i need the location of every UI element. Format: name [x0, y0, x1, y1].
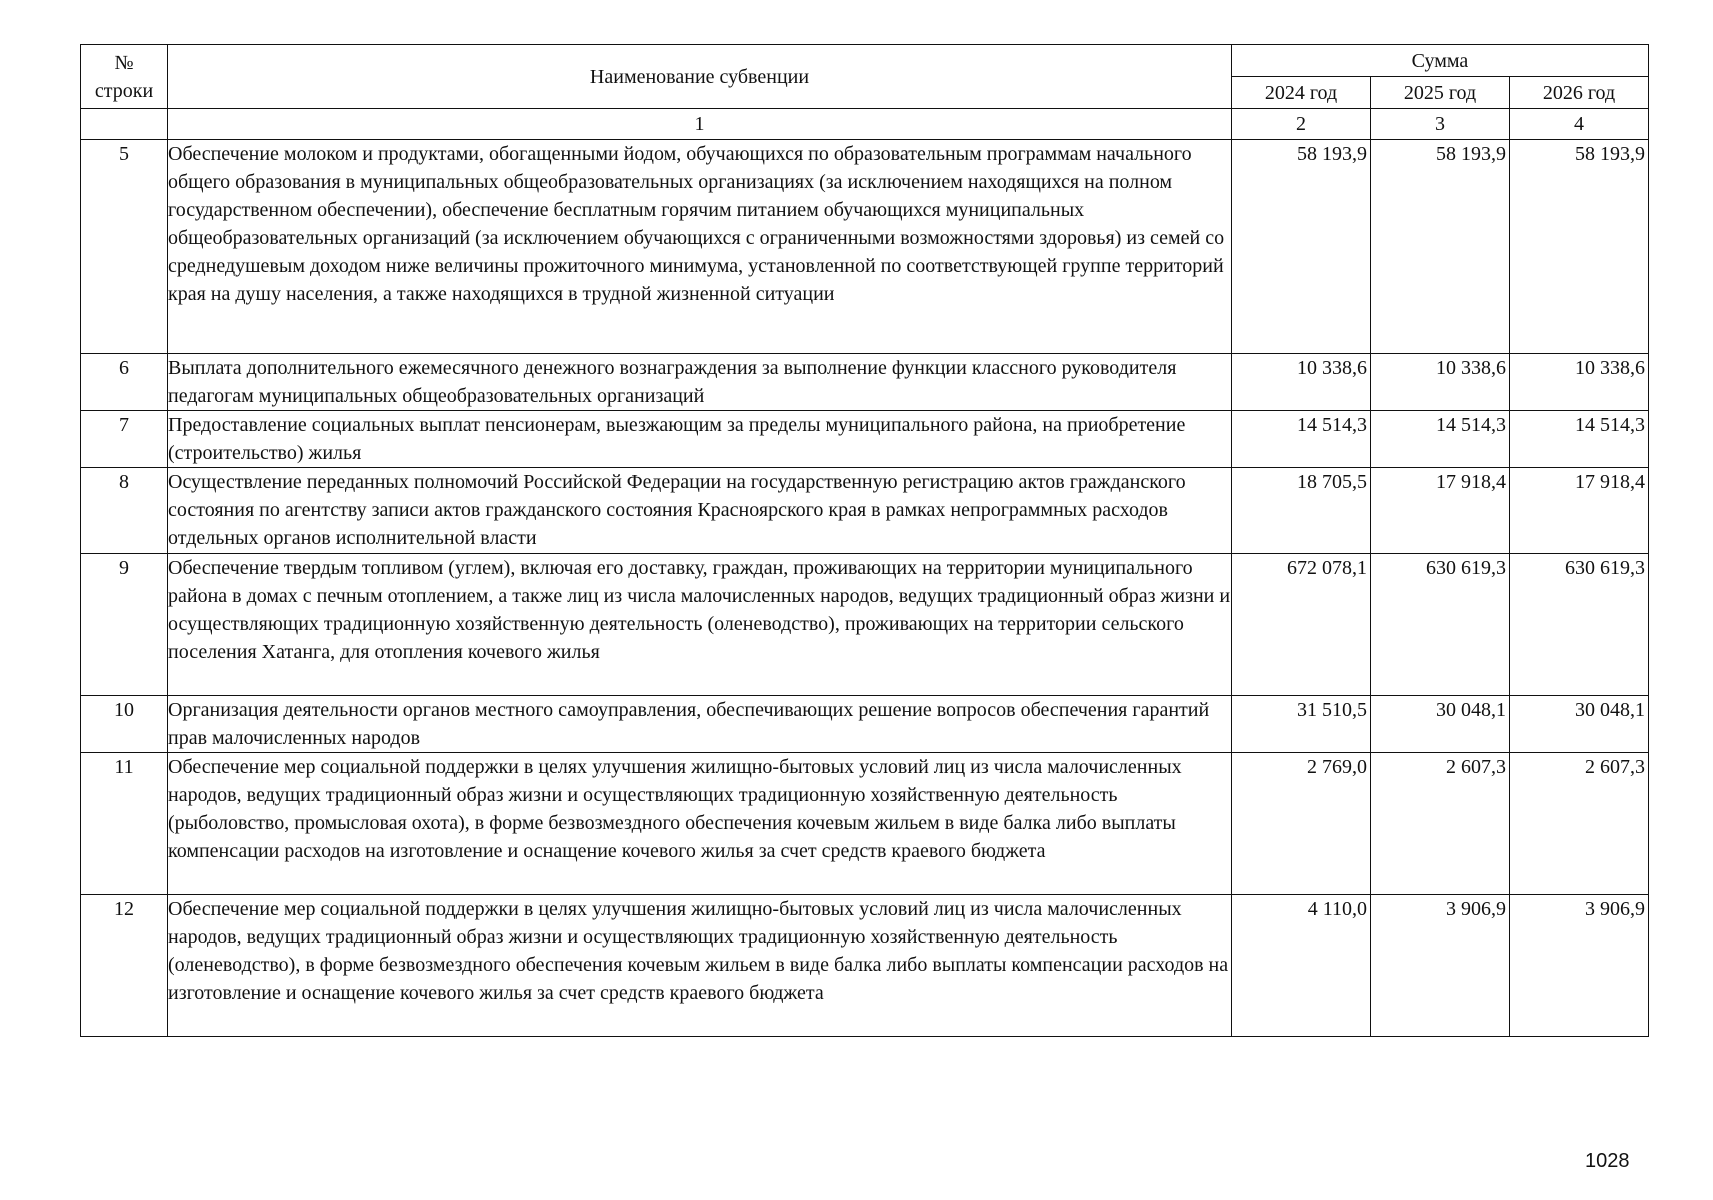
- table-row: [81, 696, 1649, 753]
- subvention-name: Обеспечение молоком и продуктами, обогащенными йодом, обучающихся по образовательным программам начального общего образования в муниципальных общеобразовательных организациях (за исключением находящихся на полном государственном обеспечении), обеспечение бесплатным горячим питанием обучающихся муниципальных общеобразовательных организаций (за исключением обучающихся с ограниченными возможностями здоровья) из семей со среднедушевым доходом ниже величины прожиточного минимума, установленной по соответствующей группе территорий края на душу населения, а также находящихся в трудной жизненной ситуации: [168, 140, 1232, 354]
- amount-2025: 10 338,6: [1371, 354, 1510, 411]
- subvention-name: Обеспечение мер социальной поддержки в целях улучшения жилищно-бытовых условий лиц из числа малочисленных народов, ведущих традиционный образ жизни и осуществляющих традиционную хозяйственную деятельность (оленеводство), в форме безвозмездного обеспечения кочевым жильем в виде балка либо выплаты компенсации расходов на изготовление и оснащение кочевого жилья за счет средств краевого бюджета: [168, 895, 1232, 1037]
- page-number: 1028: [1585, 1150, 1630, 1172]
- row-number: 11: [81, 753, 168, 895]
- amount-2026: 30 048,1: [1510, 696, 1649, 753]
- subvention-name: Обеспечение твердым топливом (углем), включая его доставку, граждан, проживающих на территории муниципального района в домах с печным отоплением, а также лиц из числа малочисленных народов, ведущих традиционный образ жизни и осуществляющих традиционную хозяйственную деятельность (оленеводство), проживающих на территории сельского поселения Хатанга, для отопления кочевого жилья: [168, 554, 1232, 696]
- amount-2024: 14 514,3: [1232, 411, 1371, 468]
- table-body: [81, 45, 1649, 1037]
- amount-2024: 4 110,0: [1232, 895, 1371, 1037]
- amount-2025: 3 906,9: [1371, 895, 1510, 1037]
- amount-2026: 3 906,9: [1510, 895, 1649, 1037]
- table-row: [81, 411, 1649, 468]
- table-row: [81, 140, 1649, 354]
- amount-2025: 17 918,4: [1371, 468, 1510, 554]
- header-year-2026: 2026 год: [1510, 77, 1649, 109]
- amount-2025: 2 607,3: [1371, 753, 1510, 895]
- amount-2024: 58 193,9: [1232, 140, 1371, 354]
- amount-2026: 58 193,9: [1510, 140, 1649, 354]
- amount-2024: 672 078,1: [1232, 554, 1371, 696]
- amount-2024: 10 338,6: [1232, 354, 1371, 411]
- amount-2025: 58 193,9: [1371, 140, 1510, 354]
- amount-2024: 2 769,0: [1232, 753, 1371, 895]
- row-number: 5: [81, 140, 168, 354]
- column-number: 4: [1510, 109, 1649, 140]
- row-number: 12: [81, 895, 168, 1037]
- amount-2024: 31 510,5: [1232, 696, 1371, 753]
- table-row: [81, 468, 1649, 554]
- amount-2026: 630 619,3: [1510, 554, 1649, 696]
- subvention-name: Выплата дополнительного ежемесячного денежного вознаграждения за выполнение функции классного руководителя педагогам муниципальных общеобразовательных организаций: [168, 354, 1232, 411]
- amount-2026: 2 607,3: [1510, 753, 1649, 895]
- row-number: 10: [81, 696, 168, 753]
- amount-2024: 18 705,5: [1232, 468, 1371, 554]
- header-row-number: № строки: [81, 45, 168, 109]
- table-row: [81, 895, 1649, 1037]
- header-row: [81, 45, 1649, 77]
- row-number: 9: [81, 554, 168, 696]
- table-row: [81, 753, 1649, 895]
- subvention-name: Предоставление социальных выплат пенсионерам, выезжающим за пределы муниципального района, на приобретение (строительство) жилья: [168, 411, 1232, 468]
- amount-2026: 17 918,4: [1510, 468, 1649, 554]
- column-numbers-row: [81, 109, 1649, 140]
- row-number: 7: [81, 411, 168, 468]
- amount-2026: 10 338,6: [1510, 354, 1649, 411]
- column-number: 1: [168, 109, 1232, 140]
- amount-2025: 630 619,3: [1371, 554, 1510, 696]
- table-row: [81, 354, 1649, 411]
- row-number: 8: [81, 468, 168, 554]
- subventions-table: [80, 44, 1649, 1037]
- amount-2025: 14 514,3: [1371, 411, 1510, 468]
- header-subvention-name: Наименование субвенции: [168, 45, 1232, 109]
- header-year-2025: 2025 год: [1371, 77, 1510, 109]
- subvention-name: Обеспечение мер социальной поддержки в целях улучшения жилищно-бытовых условий лиц из числа малочисленных народов, ведущих традиционный образ жизни и осуществляющих традиционную хозяйственную деятельность (рыболовство, промысловая охота), в форме безвозмездного обеспечения кочевым жильем в виде балка либо выплаты компенсации расходов на изготовление и оснащение кочевого жилья за счет средств краевого бюджета: [168, 753, 1232, 895]
- header-year-2024: 2024 год: [1232, 77, 1371, 109]
- subvention-name: Осуществление переданных полномочий Российской Федерации на государственную регистрацию актов гражданского состояния по агентству записи актов гражданского состояния Красноярского края в рамках непрограммных расходов отдельных органов исполнительной власти: [168, 468, 1232, 554]
- amount-2025: 30 048,1: [1371, 696, 1510, 753]
- header-sum: Сумма: [1232, 45, 1649, 77]
- amount-2026: 14 514,3: [1510, 411, 1649, 468]
- subvention-name: Организация деятельности органов местного самоуправления, обеспечивающих решение вопросов обеспечения гарантий прав малочисленных народов: [168, 696, 1232, 753]
- column-number: 2: [1232, 109, 1371, 140]
- row-number: 6: [81, 354, 168, 411]
- column-number: 3: [1371, 109, 1510, 140]
- column-number-empty: [81, 109, 168, 140]
- table-row: [81, 554, 1649, 696]
